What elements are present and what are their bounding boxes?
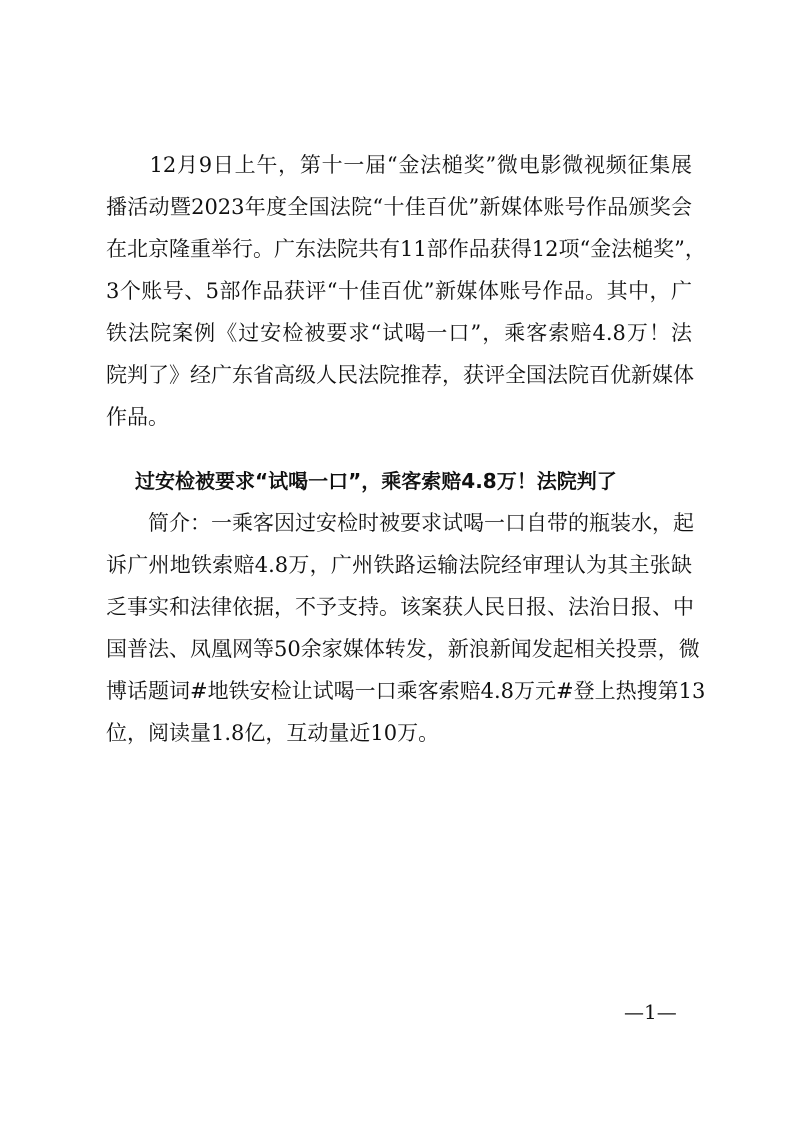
summary-line: 博话题词#地铁安检让试喝一口乘客索赔4.8万元#登上热搜第13 <box>106 679 706 703</box>
intro-line: 播活动暨2023年度全国法院“十佳百优”新媒体账号作品颁奖会 <box>106 195 692 219</box>
intro-line: 院判了》经广东省高级人民法院推荐，获评全国法院百优新媒体 <box>106 363 694 387</box>
page-number: —1— <box>624 1000 677 1024</box>
intro-line: 在北京隆重举行。广东法院共有11部作品获得12项“金法槌奖”， <box>106 237 706 261</box>
intro-line: 作品。 <box>106 405 169 429</box>
summary-line: 简介：一乘客因过安检时被要求试喝一口自带的瓶装水，起 <box>106 511 694 535</box>
case-title: 过安检被要求“试喝一口”，乘客索赔4.8万！法院判了 <box>135 469 617 493</box>
intro-line: 铁法院案例《过安检被要求“试喝一口”，乘客索赔4.8万！法 <box>106 321 692 345</box>
intro-line: 3个账号、5部作品获评“十佳百优”新媒体账号作品。其中，广 <box>106 279 692 303</box>
summary-line: 国普法、凤凰网等50余家媒体转发，新浪新闻发起相关投票，微 <box>106 637 700 661</box>
intro-line: 12月9日上午，第十一届“金法槌奖”微电影微视频征集展 <box>106 153 692 177</box>
summary-line: 位，阅读量1.8亿，互动量近10万。 <box>106 721 440 745</box>
summary-line: 诉广州地铁索赔4.8万，广州铁路运输法院经审理认为其主张缺 <box>106 553 692 577</box>
summary-line: 乏事实和法律依据，不予支持。该案获人民日报、法治日报、中 <box>106 595 694 619</box>
